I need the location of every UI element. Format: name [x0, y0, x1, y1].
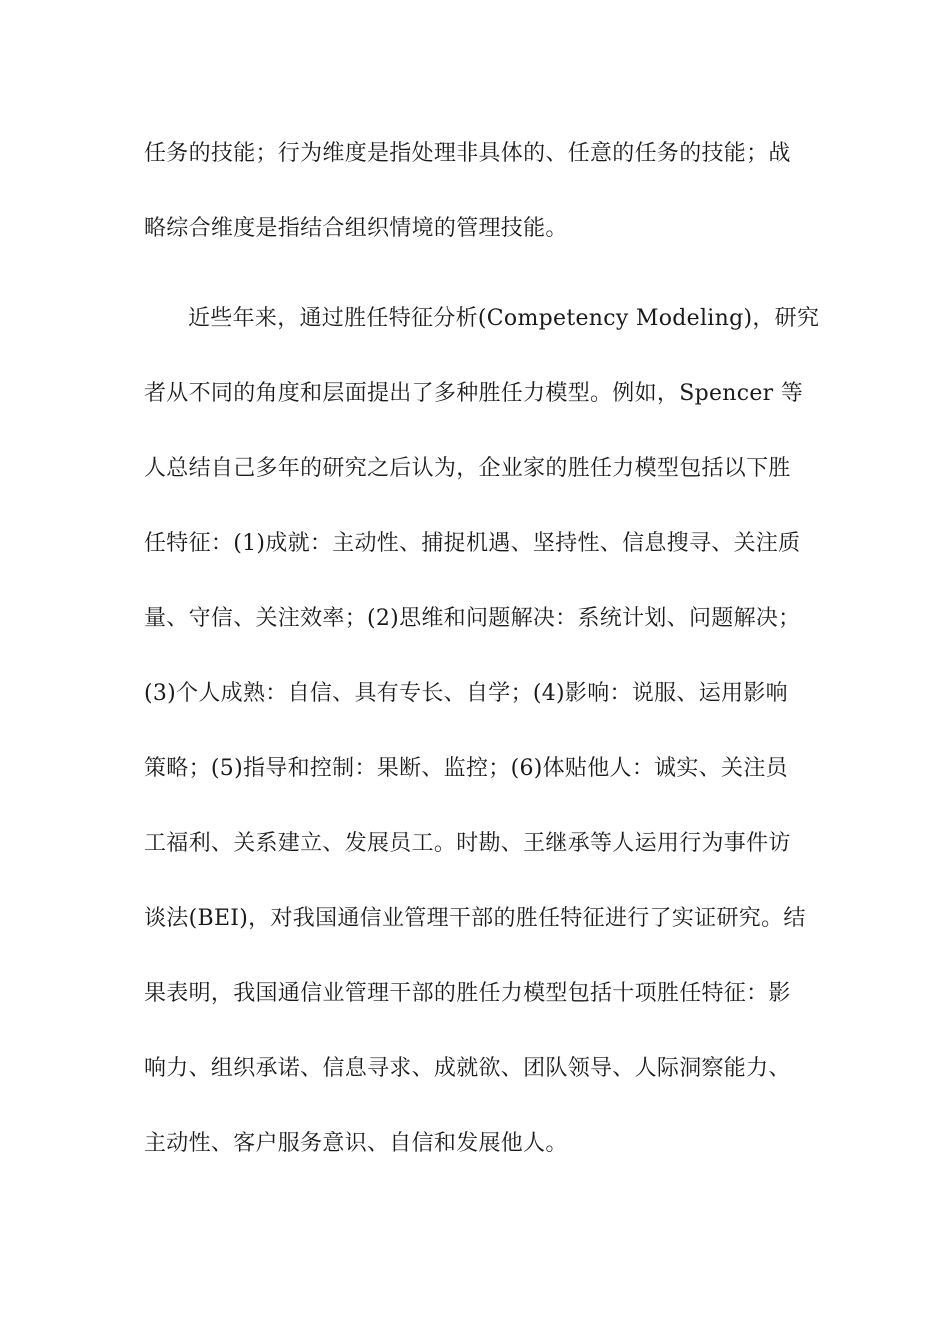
text-line-1: 任务的技能；行为维度是指处理非具体的、任意的任务的技能；战	[144, 141, 791, 166]
text-line-8: (3)个人成熟：自信、具有专长、自学；(4)影响：说服、运用影响	[144, 681, 788, 706]
text-line-4: 者从不同的角度和层面提出了多种胜任力模型。例如，Spencer 等	[144, 381, 804, 406]
text-line-12: 果表明，我国通信业管理干部的胜任力模型包括十项胜任特征：影	[144, 981, 791, 1006]
text-line-10: 工福利、关系建立、发展员工。时勘、王继承等人运用行为事件访	[144, 831, 791, 856]
text-line-7: 量、守信、关注效率；(2)思维和问题解决：系统计划、问题解决；	[144, 606, 801, 631]
text-line-14: 主动性、客户服务意识、自信和发展他人。	[144, 1131, 568, 1156]
text-line-6: 任特征：(1)成就：主动性、捕捉机遇、坚持性、信息搜寻、关注质	[144, 531, 801, 556]
body-text	[144, 124, 820, 1189]
text-line-13: 响力、组织承诺、信息寻求、成就欲、团队领导、人际洞察能力、	[144, 1056, 791, 1081]
text-line-3: 近些年来，通过胜任特征分析(Competency Modeling)，研究	[188, 306, 820, 331]
text-line-11: 谈法(BEI)，对我国通信业管理干部的胜任特征进行了实证研究。结	[144, 906, 806, 931]
text-line-9: 策略；(5)指导和控制：果断、监控；(6)体贴他人：诚实、关注员	[144, 756, 788, 781]
text-line-5: 人总结自己多年的研究之后认为，企业家的胜任力模型包括以下胜	[144, 456, 791, 481]
text-line-2: 略综合维度是指结合组织情境的管理技能。	[144, 216, 568, 241]
